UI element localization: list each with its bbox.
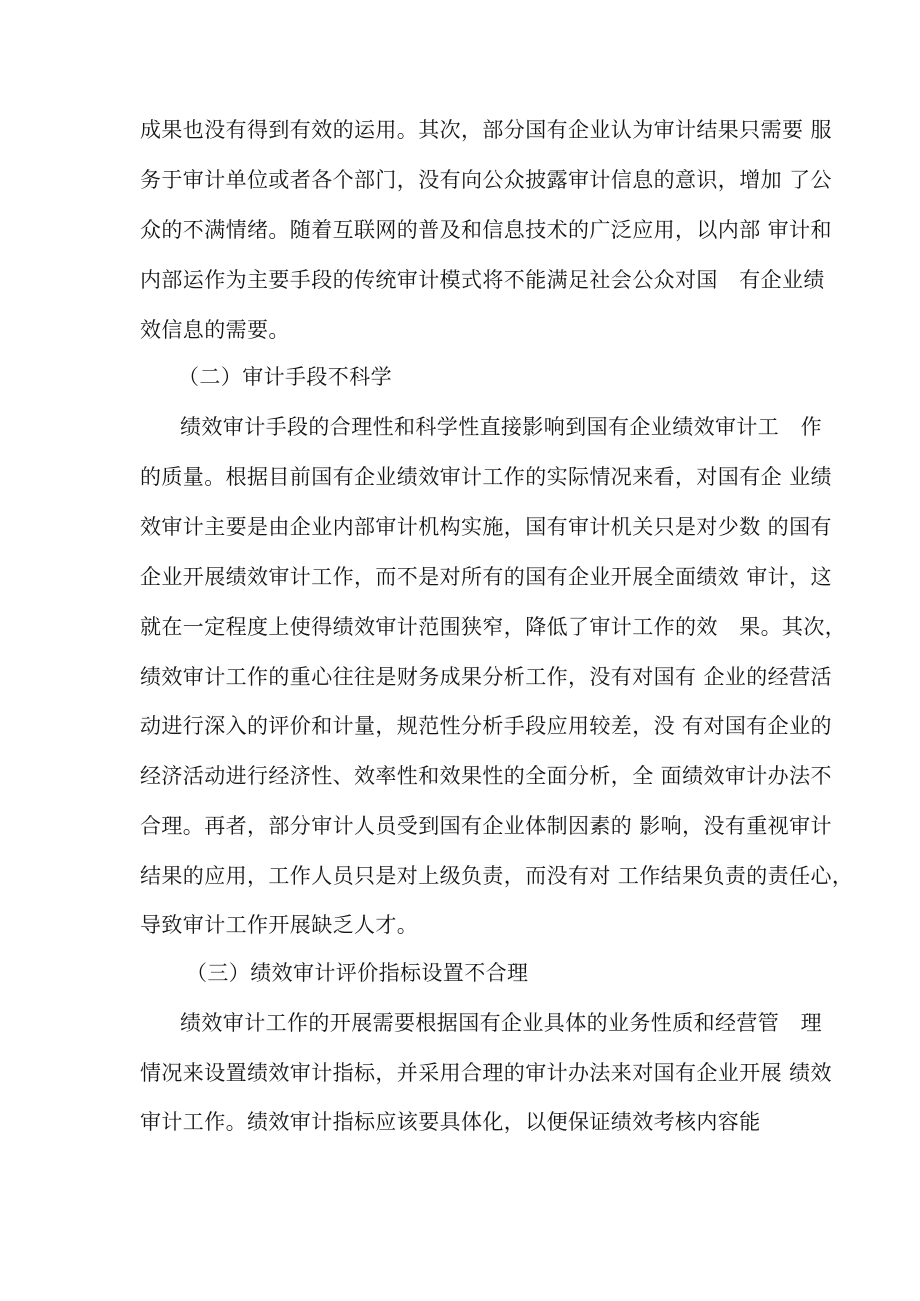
paragraph-1-line: 成果也没有得到有效的运用。其次，部分国有企业认为审计结果只需要 服 (140, 118, 832, 142)
paragraph-2-line: 经济活动进行经济性、效率性和效果性的全面分析，全 面绩效审计办法不 (140, 764, 832, 788)
paragraph-2-line: 效审计主要是由企业内部审计机构实施，国有审计机关只是对少数 的国有 (140, 515, 832, 539)
paragraph-2-line: 合理。再者，部分审计人员受到国有企业体制因素的 影响，没有重视审计 (140, 814, 832, 838)
paragraph-2-line: 结果的应用，工作人员只是对上级负责，而没有对 工作结果负责的责任心， (140, 864, 854, 888)
section-heading-3: （三）绩效审计评价指标设置不合理 (186, 961, 529, 985)
paragraph-2-line: 导致审计工作开展缺乏人才。 (140, 913, 419, 937)
section-heading-2: （二）审计手段不科学 (178, 365, 392, 389)
paragraph-1-line: 众的不满情绪。随着互联网的普及和信息技术的广泛应用，以内部 审计和 (140, 218, 832, 242)
paragraph-2-line: 绩效审计工作的重心往往是财务成果分析工作，没有对国有 企业的经营活 (140, 665, 832, 689)
paragraph-1-line: 效信息的需要。 (140, 318, 290, 342)
paragraph-3-line: 审计工作。绩效审计指标应该要具体化，以便保证绩效考核内容能 (140, 1110, 761, 1134)
paragraph-2-line: 动进行深入的评价和计量，规范性分析手段应用较差，没 有对国有企业的 (140, 714, 832, 738)
paragraph-2-line: 就在一定程度上使得绩效审计范围狭窄，降低了审计工作的效 果。其次， (140, 615, 847, 639)
paragraph-1-line: 内部运作为主要手段的传统审计模式将不能满足社会公众对国 有企业绩 (140, 268, 825, 292)
paragraph-1-line: 务于审计单位或者各个部门，没有向公众披露审计信息的意识，增加 了公 (140, 168, 832, 192)
paragraph-2-line: 的质量。根据目前国有企业绩效审计工作的实际情况来看，对国有企 业绩 (140, 465, 832, 489)
paragraph-2-line: 绩效审计手段的合理性和科学性直接影响到国有企业绩效审计工 作 (180, 415, 822, 439)
paragraph-2-line: 企业开展绩效审计工作，而不是对所有的国有企业开展全面绩效 审计，这 (140, 565, 832, 589)
paragraph-3-line: 情况来设置绩效审计指标，并采用合理的审计办法来对国有企业开展 绩效 (140, 1061, 832, 1085)
paragraph-3-line: 绩效审计工作的开展需要根据国有企业具体的业务性质和经营管 理 (180, 1011, 822, 1035)
